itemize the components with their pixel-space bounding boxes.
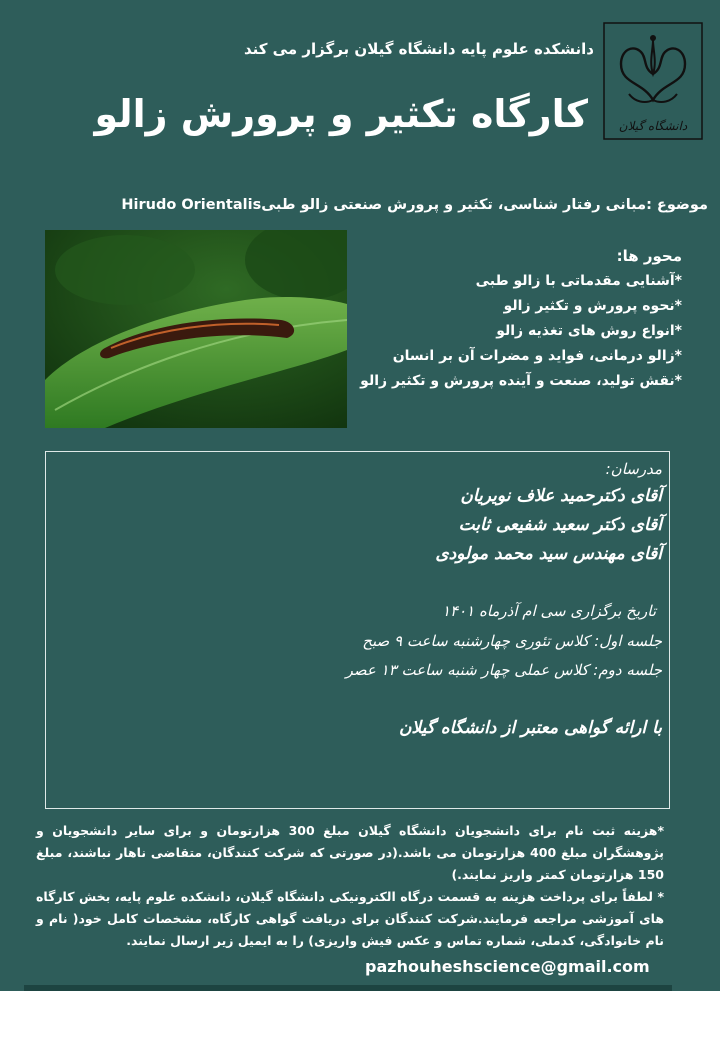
- subject-text: موضوع :مبانی رفتار شناسی، تکثیر و پرورش صنعتی زالو طبی: [261, 197, 708, 213]
- logo-caption: دانشگاه گیلان: [618, 119, 688, 133]
- organizer-line: دانشکده علوم پایه دانشگاه گیلان برگزار می کند: [243, 40, 594, 58]
- university-logo: [603, 22, 703, 140]
- payment-paragraph: * لطفاً برای پرداخت هزینه به قسمت درگاه الکترونیکی دانشگاه گیلان، دانشکده علوم پایه، بخش کارگاه های آموزشی مراجعه فرمایند.شرکت کنندگان برای دریافت گواهی کارگاه، مشخصات کامل خود( نام و نام خانوادگی، کدملی، شماره تماس و عکس فیش واریزی) را به ایمیل زیر ارسال نمایند.: [36, 889, 664, 948]
- topic-item: *انواع روش های تغذیه زالو: [496, 323, 682, 339]
- topics-heading: محور ها:: [616, 247, 682, 265]
- topic-item: *زالو درمانی، فواید و مضرات آن بر انسان: [392, 348, 682, 364]
- subject-latin: Hirudo Orientalis: [121, 197, 262, 213]
- contact-email[interactable]: pazhouheshscience@gmail.com: [365, 957, 650, 976]
- fee-notes: [36, 820, 664, 952]
- instructor-name: آقای مهندس سید محمد مولودی: [435, 544, 662, 564]
- event-date: تاریخ برگزاری سی ام آذرماه ۱۴۰۱: [441, 602, 656, 620]
- certificate-note: با ارائه گواهی معتبر از دانشگاه گیلان: [398, 718, 662, 738]
- instructor-name: آقای دکترحمید علاف نویریان: [460, 486, 662, 506]
- instructors-heading: مدرسان:: [605, 460, 662, 478]
- instructor-name: آقای دکتر سعید شفیعی ثابت: [458, 515, 662, 535]
- leech-photo: [45, 230, 347, 428]
- session-one: جلسه اول: کلاس تئوری چهارشنبه ساعت ۹ صبح: [362, 632, 662, 650]
- topic-item: *آشنایی مقدماتی با زالو طبی: [475, 273, 682, 289]
- topic-item: *نحوه پرورش و تکثیر زالو: [503, 298, 682, 314]
- fee-paragraph: *هزینه ثبت نام برای دانشجویان دانشگاه گیلان مبلغ 300 هزارتومان و برای سایر دانشجویان و پژوهشگران مبلغ 400 هزارتومان می باشد.(در صورتی که شرکت کنندگان، متقاضی ناهار نباشند، مبلغ 150 هزارتومان کمتر واریز نمایند.): [36, 823, 665, 882]
- topic-item: *نقش تولید، صنعت و آینده پرورش و تکثیر زالو: [360, 373, 682, 389]
- page-margin: [0, 991, 720, 1040]
- subject-line: [18, 197, 708, 213]
- workshop-title: کارگاه تکثیر و پرورش زالو: [94, 92, 588, 136]
- session-two: جلسه دوم: کلاس عملی چهار شنبه ساعت ۱۳ عصر: [345, 661, 662, 679]
